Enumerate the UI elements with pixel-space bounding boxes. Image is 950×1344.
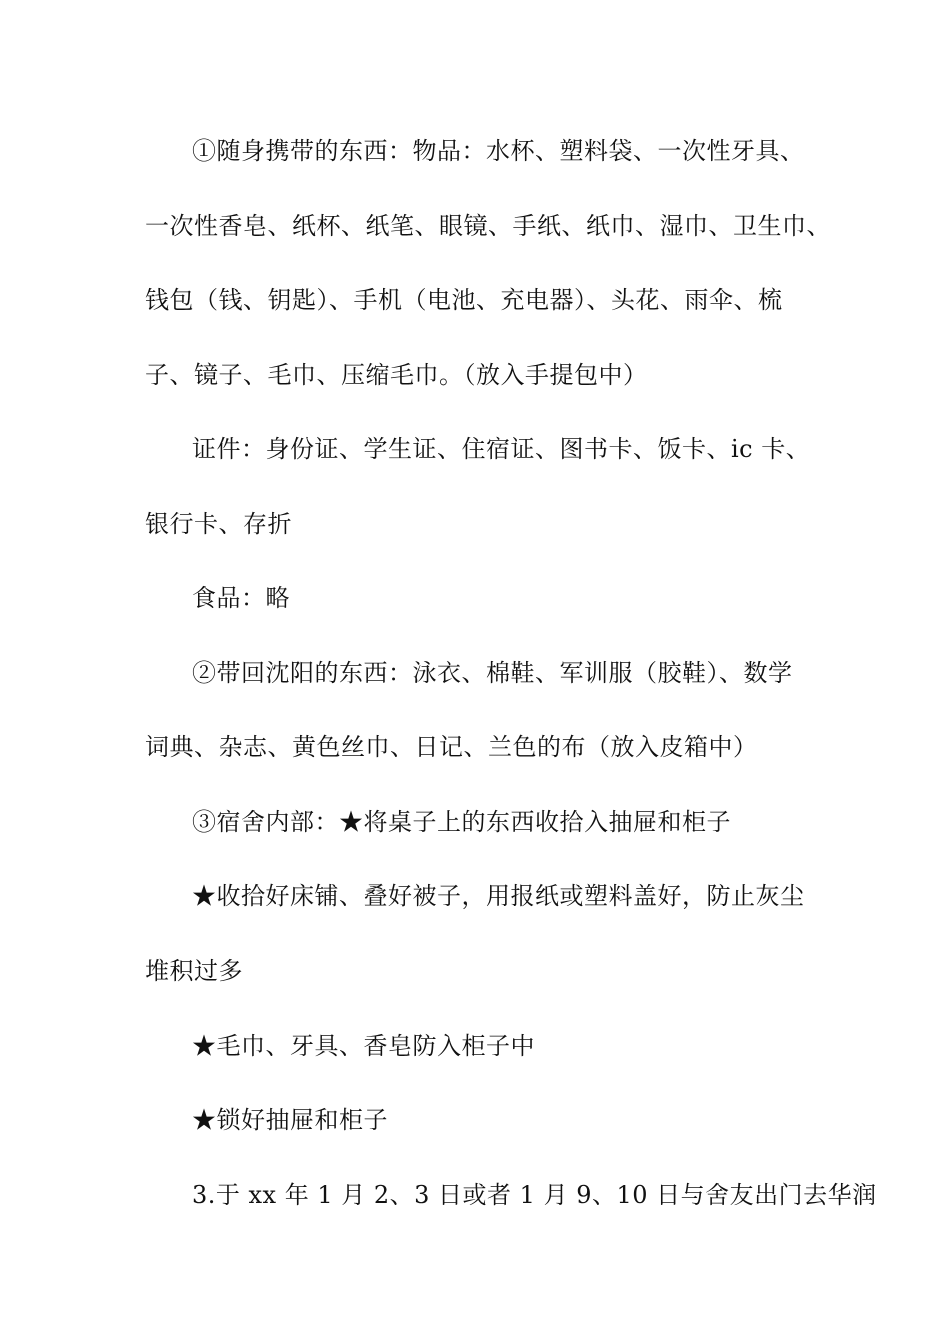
paragraph-line-dorm-bed: ★收拾好床铺、叠好被子，用报纸或塑料盖好，防止灰尘: [192, 882, 805, 910]
paragraph-line-shenyang-items: ②带回沈阳的东西：泳衣、棉鞋、军训服（胶鞋）、数学: [192, 659, 793, 687]
paragraph-line-dorm-bed-cont: 堆积过多: [145, 957, 243, 985]
paragraph-line-item-3: 3.于 xx 年 1 月 2、3 日或者 1 月 9、10 日与舍友出门去华润: [192, 1181, 877, 1209]
paragraph-line-dorm-lock: ★锁好抽屉和柜子: [192, 1106, 388, 1134]
paragraph-line-dorm: ③宿舍内部：★将桌子上的东西收拾入抽屉和柜子: [192, 808, 731, 836]
paragraph-line-carry-items-cont: 钱包（钱、钥匙）、手机（电池、充电器）、头花、雨伞、梳: [145, 286, 783, 314]
paragraph-line-shenyang-items-cont: 词典、杂志、黄色丝巾、日记、兰色的布（放入皮箱中）: [145, 733, 758, 761]
paragraph-line-documents-cont: 银行卡、存折: [145, 510, 292, 538]
paragraph-line-carry-items-cont: 子、镜子、毛巾、压缩毛巾。（放入手提包中）: [145, 361, 648, 389]
paragraph-line-carry-items: ①随身携带的东西：物品：水杯、塑料袋、一次性牙具、: [192, 137, 805, 165]
paragraph-line-food: 食品：略: [192, 584, 290, 612]
paragraph-line-documents: 证件：身份证、学生证、住宿证、图书卡、饭卡、ic 卡、: [192, 435, 811, 463]
paragraph-line-dorm-towel: ★毛巾、牙具、香皂防入柜子中: [192, 1032, 535, 1060]
paragraph-line-carry-items-cont: 一次性香皂、纸杯、纸笔、眼镜、手纸、纸巾、湿巾、卫生巾、: [145, 212, 831, 240]
